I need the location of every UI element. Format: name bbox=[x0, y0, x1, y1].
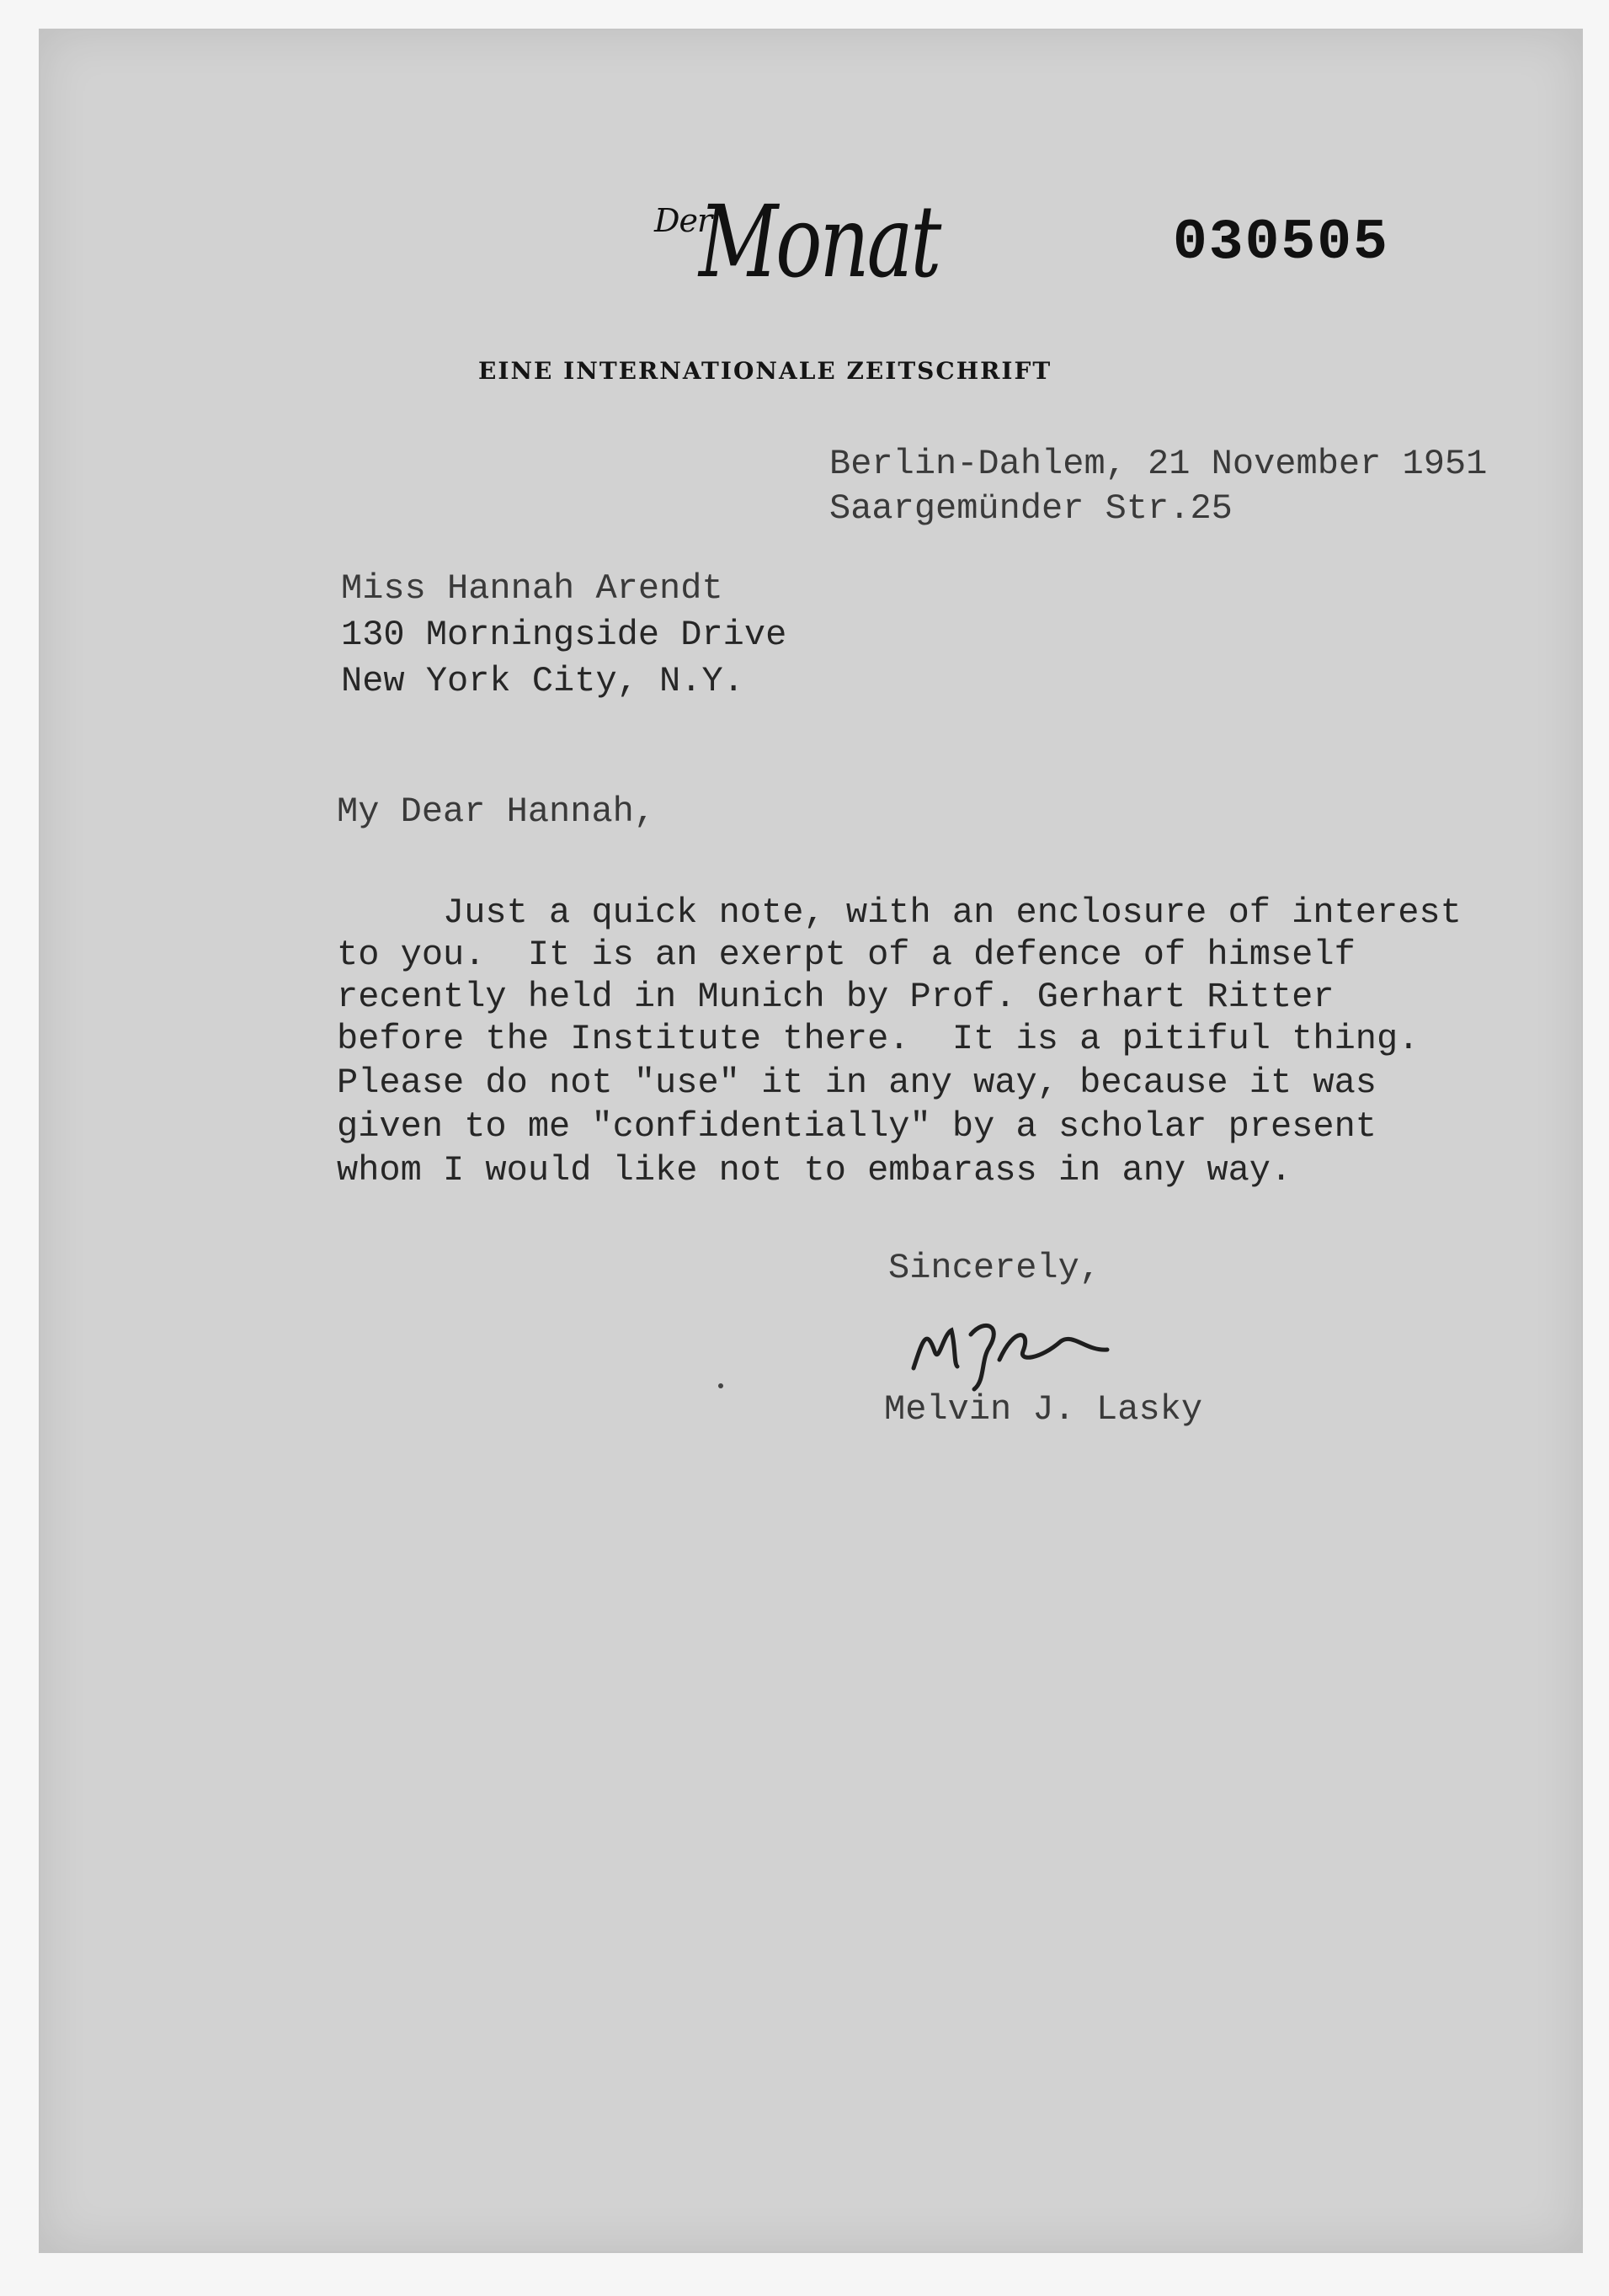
handwritten-signature-icon bbox=[905, 1301, 1116, 1393]
closing: Sincerely, bbox=[888, 1248, 1101, 1288]
recipient-street: 130 Morningside Drive bbox=[341, 615, 787, 655]
body-line: before the Institute there. It is a pitiful thing. bbox=[337, 1019, 1420, 1059]
body-line: to you. It is an exerpt of a defence of himself bbox=[337, 935, 1356, 975]
masthead-subtitle: EINE INTERNATIONALE ZEITSCHRIFT bbox=[478, 357, 1052, 385]
body-line: whom I would like not to embarass in any way. bbox=[337, 1150, 1292, 1191]
body-line: Please do not "use" it in any way, because it was bbox=[337, 1063, 1377, 1103]
document-number: 030505 bbox=[1173, 210, 1389, 275]
sender-street: Saargemünder Str.25 bbox=[829, 488, 1233, 529]
place-date: Berlin-Dahlem, 21 November 1951 bbox=[829, 444, 1488, 484]
paper-speck bbox=[718, 1383, 723, 1388]
masthead-der: Der bbox=[654, 202, 712, 239]
signature-name: Melvin J. Lasky bbox=[884, 1389, 1203, 1430]
body-line: Just a quick note, with an enclosure of interest bbox=[337, 892, 1462, 933]
masthead-title: Monat bbox=[699, 184, 940, 300]
body-line: recently held in Munich by Prof. Gerhart Ritter bbox=[337, 977, 1335, 1017]
body-line: given to me "confidentially" by a scholar present bbox=[337, 1106, 1377, 1147]
salutation: My Dear Hannah, bbox=[337, 791, 656, 832]
recipient-name: Miss Hannah Arendt bbox=[341, 568, 723, 609]
recipient-city: New York City, N.Y. bbox=[341, 661, 744, 701]
